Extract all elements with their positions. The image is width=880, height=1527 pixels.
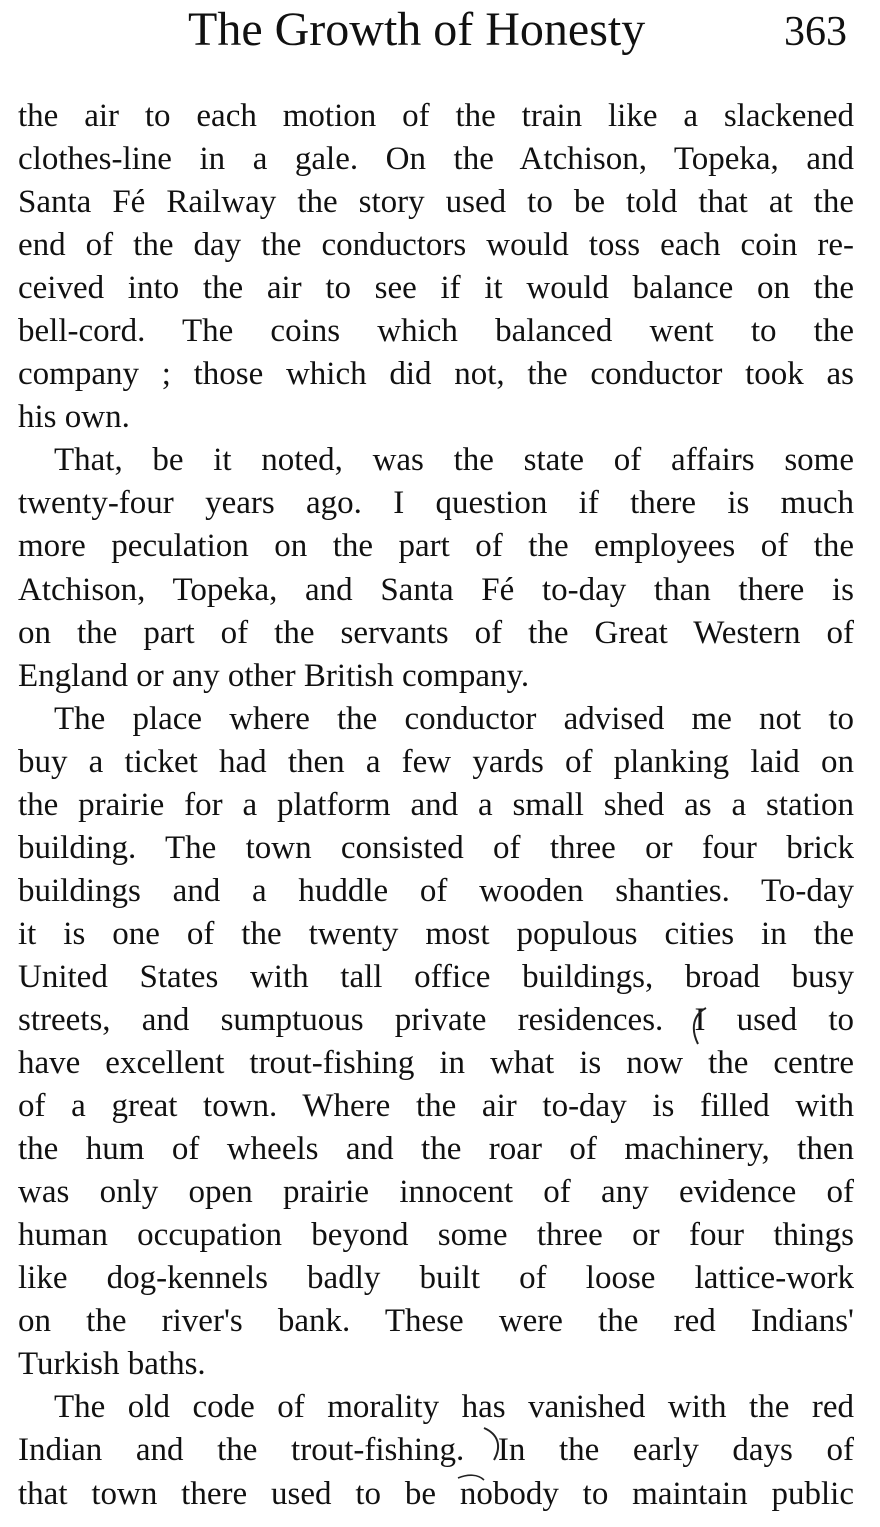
text-line: of a great town. Where the air to-day is filled with: [18, 1088, 854, 1125]
text-line: ceived into the air to see if it would balance on the: [18, 270, 854, 307]
text-line: on the part of the servants of the Great Western of: [18, 614, 854, 651]
text-line: twenty-four years ago. I question if there is much: [18, 485, 854, 522]
running-head: [0, 2, 880, 62]
text-line: buildings and a huddle of wooden shanties. To-day: [18, 872, 854, 909]
text-line: on the river's bank. These were the red Indians': [18, 1303, 854, 1340]
text-line: buy a ticket had then a few yards of planking laid on: [18, 743, 854, 780]
text-line: streets, and sumptuous private residences. I used to: [18, 1001, 854, 1038]
page-title: The Growth of Honesty: [188, 3, 646, 56]
text-line: that town there used to be nobody to maintain public: [18, 1475, 854, 1512]
text-line: more peculation on the part of the employees of the: [18, 528, 854, 565]
text-line: Atchison, Topeka, and Santa Fé to-day than there is: [18, 571, 854, 608]
text-line: the hum of wheels and the roar of machinery, then: [18, 1131, 854, 1168]
text-line: bell-cord. The coins which balanced went to the: [18, 313, 854, 350]
text-line: human occupation beyond some three or four things: [18, 1217, 854, 1254]
text-line: That, be it noted, was the state of affairs some: [54, 442, 854, 479]
text-line: the air to each motion of the train like a slackened: [18, 98, 854, 134]
body-text: [18, 95, 854, 1516]
text-line: like dog-kennels badly built of loose lattice-work: [18, 1260, 854, 1297]
text-line: have excellent trout-fishing in what is now the centre: [18, 1045, 854, 1082]
text-line: Santa Fé Railway the story used to be told that at the: [18, 184, 854, 221]
text-line: end of the day the conductors would toss each coin re-: [18, 227, 854, 264]
text-line: company ; those which did not, the conductor took as: [18, 356, 854, 393]
text-line: England or any other British company.: [18, 657, 530, 694]
text-line: The old code of morality has vanished with the red: [54, 1389, 854, 1426]
text-line: it is one of the twenty most populous cities in the: [18, 915, 854, 952]
page-number: 363: [784, 9, 847, 55]
text-line: Indian and the trout-fishing. In the early days of: [18, 1432, 854, 1469]
text-line: was only open prairie innocent of any evidence of: [18, 1174, 854, 1211]
text-line: The place where the conductor advised me not to: [54, 700, 854, 737]
text-line: his own.: [18, 399, 130, 436]
text-line: United States with tall office buildings, broad busy: [18, 958, 854, 995]
text-line: the prairie for a platform and a small shed as a station: [18, 786, 854, 823]
text-line: Turkish baths.: [18, 1346, 206, 1383]
text-line: building. The town consisted of three or four brick: [18, 829, 854, 866]
text-line: clothes-line in a gale. On the Atchison, Topeka, and: [18, 141, 854, 178]
